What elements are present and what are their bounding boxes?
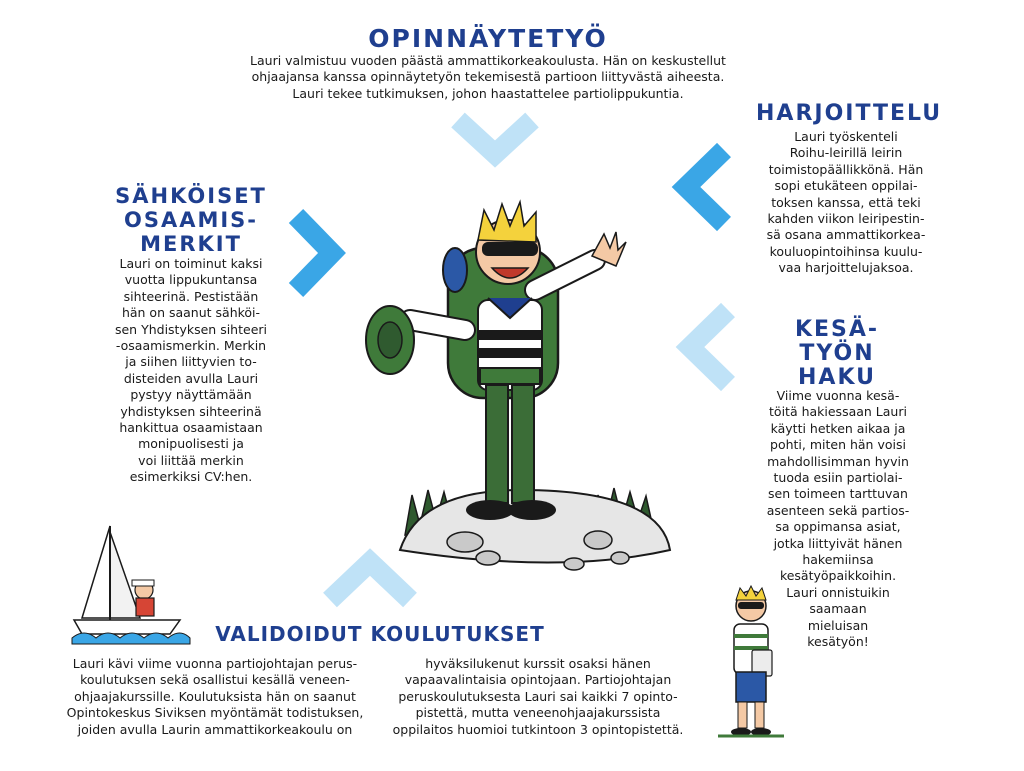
osaamismerkit-text: Lauri on toiminut kaksi vuotta lippukuntansa sihteerinä. Pestistään hän on saanut sähköi- sen Yhdistyksen sihteeri -osaamismerkin. Merkin ja siihen liittyvien to- disteiden avulla Lauri pystyy näyttämään yhdistyksen sihteerinä hankittua osaamistaan monipuolisesti ja voi liittää merkin esimerkiksi CV:hen.: [114, 256, 267, 485]
scout-sailing-boat-illustration: [70, 522, 194, 648]
chevron-right-icon: [282, 208, 352, 298]
osaamismerkit-heading: [100, 184, 282, 256]
validoidut-text-right: hyväksilukenut kurssit osaksi hänen vapaavalintaisia opintojaan. Partiojohtajan peruskoulutuksesta Lauri sai kaikki 7 opinto- pistettä, mutta veneenohjaajakurssista oppilaitos huomioi tutkintoon 3 opintopistettä.: [392, 656, 684, 737]
kesatyo-heading-line3: HAKU: [798, 365, 876, 390]
kesatyo-heading: [772, 318, 902, 390]
osaamismerkit-heading-line1: SÄHKÖISET: [115, 184, 267, 208]
chevron-down-icon: [450, 110, 540, 170]
kesatyo-text: Viime vuonna kesä- töitä hakiessaan Lauri käytti hetken aikaa ja pohti, miten hän voisi mahdollisimman hyvin tuoda esiin partiolai- sen toimeen tarttuvan asenteen sekä partios- sa oppimansa asiat, jotka liittyivät hänen hakemiinsa kesätyöpaikkoihin. Lauri onnistuikin saamaan mieluisan kesätyön!: [766, 388, 910, 650]
validoidut-text-left: Lauri kävi viime vuonna partiojohtajan perus- koulutuksen sekä osallistui kesällä veneen- ohjaajakurssille. Koulutuksista hän on saanut Opintokeskus Siviksen myöntämät todistuksen, joiden avulla Laurin ammattikorkeakoulu on: [66, 656, 364, 737]
harjoittelu-heading: HARJOITTELU: [756, 101, 943, 126]
trousers: [486, 385, 508, 503]
osaamismerkit-heading-line3: MERKIT: [140, 232, 242, 256]
opinnaytetyo-heading: OPINNÄYTETYÖ: [368, 24, 608, 53]
harjoittelu-text: Lauri työskenteli Roihu-leirillä leirin toimistopäällikkönä. Hän sopi etukäteen oppilai- toksen kanssa, että teki kahden viikon leiripestin- sä osana ammattikorkea- kouluopintoihinsa kuulu- vaa harjoittelujaksoa.: [766, 129, 926, 276]
kesatyo-heading-line2: TYÖN: [799, 341, 875, 366]
scout-holding-tablet-illustration: [716, 584, 786, 744]
validoidut-heading: VALIDOIDUT KOULUTUKSET: [215, 622, 545, 646]
opinnaytetyo-text: Lauri valmistuu vuoden päästä ammattikorkeakoulusta. Hän on keskustellut ohjaajansa kanssa opinnäytetyön tekemisestä partioon liittyvästä aiheesta. Lauri tekee tutkimuksen, johon haastattelee partiolippukuntia.: [250, 53, 726, 101]
kesatyo-heading-line1: KESÄ-: [794, 317, 880, 342]
sunglasses: [482, 242, 538, 256]
osaamismerkit-heading-line2: OSAAMIS-: [123, 208, 259, 232]
scout-with-backpack-illustration: [360, 190, 700, 570]
